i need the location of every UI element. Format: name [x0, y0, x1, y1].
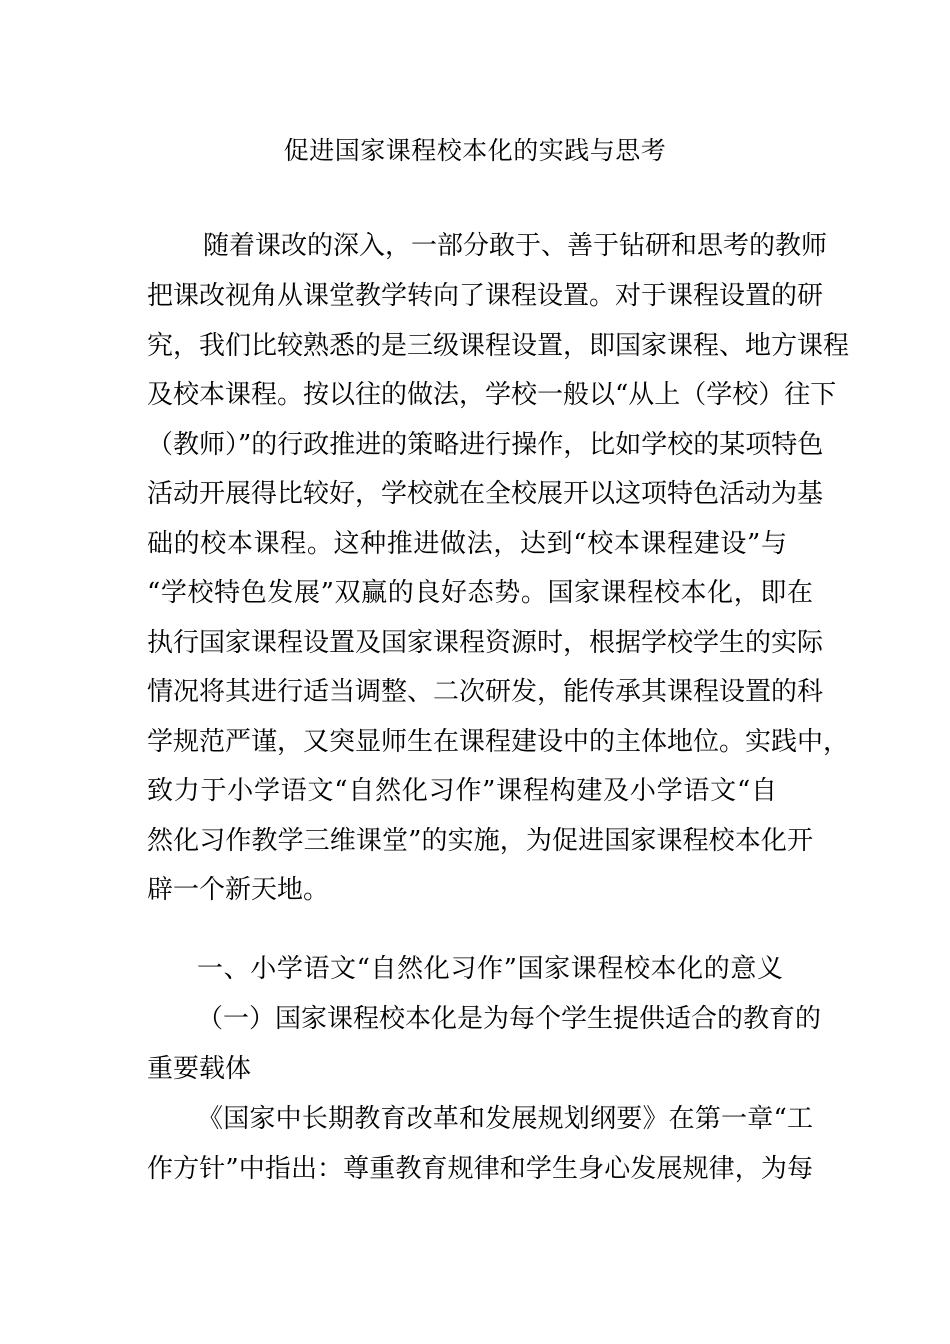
paragraph-line: 然化习作教学三维课堂”的实施，为促进国家课程校本化开 — [147, 826, 813, 856]
paragraph-line: “学校特色发展”双赢的良好态势。国家课程校本化，即在 — [147, 578, 813, 608]
paragraph-line: （教师）”的行政推进的策略进行操作，比如学校的某项特色 — [147, 430, 824, 460]
paragraph-line: 情况将其进行适当调整、二次研发，能传承其课程设置的科 — [147, 677, 824, 707]
document-title: 促进国家课程校本化的实践与思考 — [283, 136, 667, 165]
paragraph-line: 辟一个新天地。 — [147, 875, 330, 905]
paragraph-line: 学规范严谨，又突显师生在课程建设中的主体地位。实践中， — [147, 727, 850, 757]
paragraph-line: 及校本课程。按以往的做法，学校一般以“从上（学校）往下 — [147, 380, 837, 410]
paragraph-line: 活动开展得比较好，学校就在全校展开以这项特色活动为基 — [147, 479, 824, 509]
subsection-heading: （一）国家课程校本化是为每个学生提供适合的教育的 — [197, 1004, 822, 1034]
paragraph-line: 究，我们比较熟悉的是三级课程设置，即国家课程、地方课程 — [147, 331, 850, 361]
subsection-heading: 重要载体 — [147, 1054, 252, 1084]
paragraph-line: 把课改视角从课堂教学转向了课程设置。对于课程设置的研 — [147, 281, 824, 311]
paragraph-line: 随着课改的深入，一部分敢于、善于钻研和思考的教师 — [203, 231, 828, 261]
paragraph-line: 作方针”中指出：尊重教育规律和学生身心发展规律，为每 — [147, 1154, 813, 1184]
paragraph-line: 础的校本课程。这种推进做法，达到“校本课程建设”与 — [147, 529, 787, 559]
paragraph-line: 《国家中长期教育改革和发展规划纲要》在第一章“工 — [197, 1104, 813, 1134]
section-heading: 一、小学语文“自然化习作”国家课程校本化的意义 — [197, 954, 783, 984]
paragraph-line: 致力于小学语文“自然化习作”课程构建及小学语文“自 — [147, 776, 777, 806]
paragraph-line: 执行国家课程设置及国家课程资源时，根据学校学生的实际 — [147, 628, 824, 658]
